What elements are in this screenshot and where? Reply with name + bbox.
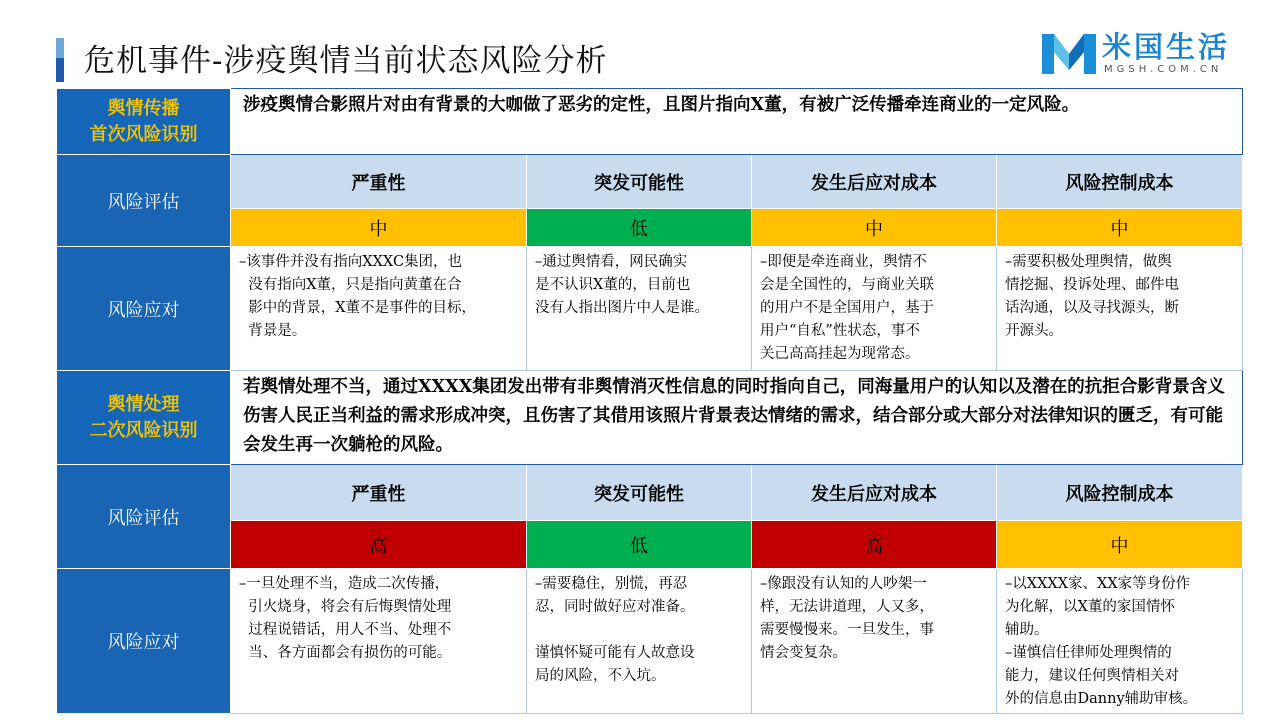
logo-m-icon xyxy=(1040,30,1098,76)
section2-label: 舆情处理 二次风险识别 xyxy=(57,371,231,465)
section1-identification-row xyxy=(57,89,1243,155)
section1-identification-text: 涉疫舆情合影照片对由有背景的大咖做了恶劣的定性，且图片指向X董，有被广泛传播牵连商业的一定风险。 xyxy=(231,89,1243,155)
section1-label: 舆情传播 首次风险识别 xyxy=(57,89,231,155)
section1-header-row xyxy=(57,155,1243,209)
section2-identification-text: 若舆情处理不当，通过XXXX集团发出带有非舆情消灭性信息的同时指向自己，同海量用户的认知以及潜在的抗拒合影背景含义伤害人民正当利益的需求形成冲突，且伤害了其借用该照片背景表达情绪的需求，结合部分或大部分对法律知识的匮乏，有可能会发生再一次躺枪的风险。 xyxy=(231,371,1243,465)
section1-eval-label: 风险评估 xyxy=(57,155,231,247)
level-badge: 中 xyxy=(231,209,527,247)
section2-header-row xyxy=(57,465,1243,521)
section1-response-row xyxy=(57,247,1243,371)
level-badge: 低 xyxy=(527,521,752,569)
section1-level-row xyxy=(57,209,1243,247)
level-badge: 中 xyxy=(997,521,1243,569)
section2-level-row xyxy=(57,521,1243,569)
section1-response-label: 风险应对 xyxy=(57,247,231,371)
response-cell: –以XXXX家、XX家等身份作 为化解，以X董的家国情怀 辅助。 –谨慎信任律师处理舆情的 能力，建议任何舆情相关对 外的信息由Danny辅助审核。 xyxy=(997,569,1243,714)
page-title: 危机事件-涉疫舆情当前状态风险分析 xyxy=(84,43,608,79)
section2-response-row xyxy=(57,569,1243,714)
response-cell: –需要积极处理舆情，做舆 情挖掘、投诉处理、邮件电 话沟通，以及寻找源头，断 开源头。 xyxy=(997,247,1243,371)
level-badge: 中 xyxy=(997,209,1243,247)
risk-analysis-table xyxy=(56,88,1243,714)
title-accent-bar xyxy=(56,38,64,82)
response-cell: –通过舆情看，网民确实 是不认识X董的，目前也 没有人指出图片中人是谁。 xyxy=(527,247,752,371)
header-response-cost: 发生后应对成本 xyxy=(752,465,997,521)
level-badge: 中 xyxy=(752,209,997,247)
response-cell: –像跟没有认知的人吵架一 样，无法讲道理，人又多， 需要慢慢来。一旦发生，事 情会变复杂。 xyxy=(752,569,997,714)
header-control-cost: 风险控制成本 xyxy=(997,465,1243,521)
section2-response-label: 风险应对 xyxy=(57,569,231,714)
header-likelihood: 突发可能性 xyxy=(527,465,752,521)
section2-eval-label: 风险评估 xyxy=(57,465,231,569)
header-response-cost: 发生后应对成本 xyxy=(752,155,997,209)
level-badge: 高 xyxy=(752,521,997,569)
level-badge: 高 xyxy=(231,521,527,569)
level-badge: 低 xyxy=(527,209,752,247)
response-cell: –即便是牵连商业，舆情不 会是全国性的，与商业关联 的用户不是全国用户，基于 用户“自私”性状态，事不 关己高高挂起为现常态。 xyxy=(752,247,997,371)
header-likelihood: 突发可能性 xyxy=(527,155,752,209)
response-cell: –该事件并没有指向XXXC集团，也 没有指向X董，只是指向黄董在合 影中的背景，X董不是事件的目标， 背景是。 xyxy=(231,247,527,371)
header-severity: 严重性 xyxy=(231,465,527,521)
logo-domain: MGSH.COM.CN xyxy=(1104,64,1223,75)
header-control-cost: 风险控制成本 xyxy=(997,155,1243,209)
logo-name: 米国生活 xyxy=(1102,30,1231,64)
header-severity: 严重性 xyxy=(231,155,527,209)
response-cell: –需要稳住，别慌，再忍 忍，同时做好应对准备。 谨慎怀疑可能有人故意设 局的风险，不入坑。 xyxy=(527,569,752,714)
response-cell: –一旦处理不当，造成二次传播， 引火烧身，将会有后悔舆情处理 过程说错话，用人不当、处理不 当、各方面都会有损伤的可能。 xyxy=(231,569,527,714)
brand-logo xyxy=(1040,30,1240,78)
section2-identification-row xyxy=(57,371,1243,465)
